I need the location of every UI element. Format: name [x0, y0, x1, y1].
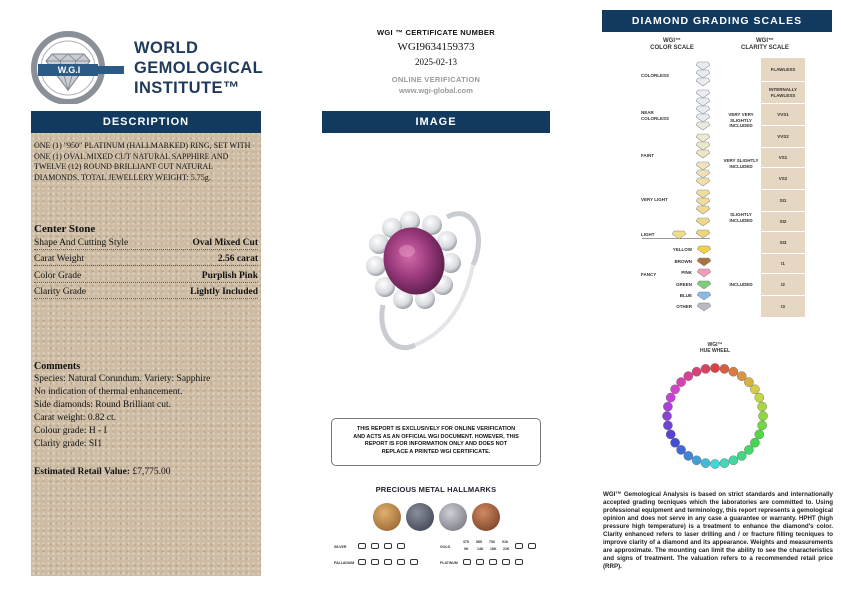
- hallmark-stamp-icon: [358, 543, 366, 549]
- hue-wheel-gem: [701, 364, 710, 373]
- hue-wheel-gem: [744, 445, 753, 454]
- clarity-grade: I3: [761, 296, 805, 318]
- online-verification-link[interactable]: www.wgi-global.com: [399, 86, 473, 95]
- clarity-group-label: VERY VERY SLIGHTLY INCLUDED: [728, 112, 754, 128]
- hue-wheel-gem: [737, 372, 746, 381]
- center-stone-row-color: [34, 268, 258, 283]
- clarity-grade: I1: [761, 254, 805, 274]
- hue-wheel-gem: [677, 378, 686, 387]
- hue-wheel-gem: [750, 438, 759, 447]
- hue-wheel-gem: [710, 363, 719, 372]
- fancy-color-gems: [697, 244, 711, 314]
- hue-wheel-gem: [692, 367, 701, 376]
- row-value: Oval Mixed Cut: [192, 238, 258, 248]
- hallmark-row-label: GOLD: [440, 545, 451, 549]
- color-group-label: FAINT: [641, 153, 654, 158]
- center-stone-row-shape: [34, 235, 258, 250]
- clarity-group-label: SLIGHTLY INCLUDED: [729, 212, 753, 223]
- hallmarks-title: PRECIOUS METAL HALLMARKS: [375, 485, 497, 494]
- fancy-color-label: BROWN: [674, 259, 692, 264]
- color-group-label: COLORLESS: [641, 73, 670, 78]
- comment-line: Species: Natural Corundum. Variety: Sapphire: [34, 374, 211, 384]
- hallmark-stamp-icon: [358, 559, 366, 565]
- fancy-color-label: OTHER: [676, 304, 692, 309]
- online-verification-label: ONLINE VERIFICATION: [391, 75, 481, 84]
- hue-wheel-gem: [677, 445, 686, 454]
- clarity-grade: I2: [761, 274, 805, 296]
- silver-hallmark-icon: [439, 503, 467, 531]
- hue-wheel-gem: [671, 438, 680, 447]
- comment-line: Side diamonds: Round Brilliant cut.: [34, 400, 171, 410]
- fancy-color-label: GREEN: [675, 282, 692, 287]
- wgi-logo: [30, 30, 270, 110]
- clarity-grade: FLAWLESS: [761, 58, 805, 82]
- verification-notice: THIS REPORT IS EXCLUSIVELY FOR ONLINE VERIFICATION AND ACTS AS AN OFFICIAL WGI DOCUMENT. HOWEVER, THIS REPORT IS FOR INFORMATION ONLY AND DOES NOT REPLACE A PRINTED WGI CERTIFICATE.: [331, 418, 541, 466]
- grading-scales-header: DIAMOND GRADING SCALES: [602, 10, 832, 32]
- gold-mark: 375: [463, 540, 469, 544]
- retail-label: Estimated Retail Value:: [34, 467, 131, 477]
- gold-mark: 585: [476, 540, 482, 544]
- clarity-grade: VS2: [761, 168, 805, 190]
- logo-wordmark: [134, 38, 263, 98]
- hallmark-stamp-icon: [502, 559, 510, 565]
- gold-hallmark-icon: [373, 503, 401, 531]
- certificate-number-label: WGI ™ CERTIFICATE NUMBER: [377, 28, 495, 37]
- row-label: Color Grade: [34, 271, 82, 281]
- light-gem-icon: [672, 230, 686, 240]
- hue-wheel-gem: [663, 421, 672, 430]
- logo-line-3: INSTITUTE™: [134, 79, 240, 97]
- hue-wheel-title: WGI™ HUE WHEEL: [700, 342, 730, 354]
- emblem-text: W.G.I: [57, 65, 81, 75]
- color-group-label: NEAR COLORLESS: [641, 110, 670, 121]
- gold-karat: 18K: [490, 547, 497, 551]
- gold-mark: 916: [502, 540, 508, 544]
- center-stone-row-clarity: [34, 284, 258, 299]
- comment-line: Carat weight: 0.82 ct.: [34, 413, 117, 423]
- hallmark-stamp-icon: [384, 543, 392, 549]
- clarity-grade: VS1: [761, 148, 805, 168]
- hue-wheel-gem: [684, 372, 693, 381]
- hallmark-row-label: PLATINUM: [440, 561, 458, 565]
- clarity-group-label: INCLUDED: [729, 282, 753, 287]
- clarity-scale-title: WGI™ CLARITY SCALE: [741, 38, 789, 51]
- hue-wheel-gem: [663, 402, 672, 411]
- hue-wheel-gem: [737, 451, 746, 460]
- hue-wheel-gem: [692, 456, 701, 465]
- center-stone-title: Center Stone: [34, 223, 96, 235]
- hallmark-stamp-icon: [515, 543, 523, 549]
- clarity-grade: VVS2: [761, 126, 805, 148]
- palladium-hallmark-icon: [406, 503, 434, 531]
- hallmark-stamp-icon: [371, 559, 379, 565]
- disclaimer-text: WGI™ Gemological Analysis is based on strict standards and internationally accepted grading tecniques which the laboratories are committed to. Using professional equipment and terminology, this report represents a gemological opinion and does not serve in any case a guarantee or warranty. HPHT (high pressure high temperature) is a treatment to enhance the diamond's color. Clarity enhanced refers to laser drilling and / or fracture filling tecniques to improve clarity of a diamond and its appearance. Weights and measurements are approximate. The mounting can limit the ability to see the characteristics and signs of treatment. The valuation refers to a recommended retail price (RRP).: [603, 491, 833, 570]
- row-label: Shape And Cutting Style: [34, 238, 129, 248]
- description-header: DESCRIPTION: [31, 111, 261, 133]
- color-scale-title: WGI™ COLOR SCALE: [650, 38, 694, 51]
- hue-wheel-gem: [720, 459, 729, 468]
- logo-line-2: GEMOLOGICAL: [134, 59, 264, 77]
- gold-mark: 750: [489, 540, 495, 544]
- fancy-color-label: PINK: [681, 270, 692, 275]
- logo-line-1: WORLD: [134, 39, 199, 57]
- row-label: Clarity Grade: [34, 287, 86, 297]
- color-scale-gems: [696, 60, 710, 240]
- color-group-label: FANCY: [641, 272, 657, 277]
- hallmark-row-label: SILVER: [334, 545, 347, 549]
- hue-wheel-gem: [729, 456, 738, 465]
- fancy-color-label: YELLOW: [672, 247, 692, 252]
- hue-wheel-gem: [666, 430, 675, 439]
- hallmark-stamp-icon: [397, 543, 405, 549]
- hue-wheel-gem: [744, 378, 753, 387]
- hue-wheel-gem: [720, 364, 729, 373]
- hallmark-stamp-icon: [489, 559, 497, 565]
- hue-wheel-gem: [662, 411, 671, 420]
- clarity-grade: SI1: [761, 190, 805, 212]
- clarity-grade: VVS1: [761, 104, 805, 126]
- description-text: ONE (1) "950" PLATINUM (HALLMARKED) RING, SET WITH ONE (1) OVAL MIXED CUT NATURAL SAPPHIRE AND TWELVE (12) ROUND BRILLIANT CUT NATURAL DIAMONDS. TOTAL JEWELLERY WEIGHT: 5.75g.: [34, 141, 251, 182]
- hallmark-stamp-icon: [384, 559, 392, 565]
- platinum-hallmark-icon: [472, 503, 500, 531]
- certificate-number: WGI9634159373: [397, 41, 475, 53]
- clarity-grade: SI3: [761, 232, 805, 254]
- hue-wheel-gem: [758, 411, 767, 420]
- hallmark-stamp-icon: [410, 559, 418, 565]
- hallmark-stamp-icon: [397, 559, 405, 565]
- comments-title: Comments: [34, 361, 81, 372]
- retail-value: £7,775.00: [130, 467, 171, 477]
- row-value: Lightly Included: [190, 287, 258, 297]
- hue-wheel-gem: [729, 367, 738, 376]
- clarity-grade: SI2: [761, 212, 805, 232]
- hallmark-stamp-icon: [515, 559, 523, 565]
- hallmark-stamp-icon: [463, 559, 471, 565]
- gold-karat: 22K: [503, 547, 510, 551]
- hue-wheel-gem: [710, 459, 719, 468]
- estimated-retail-value: [34, 467, 170, 477]
- hallmark-stamp-icon: [371, 543, 379, 549]
- hue-wheel-gem: [671, 385, 680, 394]
- gold-karat: 9K: [464, 547, 469, 551]
- comment-line: Colour grade: H - I: [34, 426, 107, 436]
- description-panel: [31, 111, 261, 576]
- row-label: Carat Weight: [34, 254, 84, 264]
- clarity-grade: INTERNALLY FLAWLESS: [761, 82, 805, 104]
- hallmark-stamp-icon: [476, 559, 484, 565]
- row-value: Purplish Pink: [201, 271, 258, 281]
- hallmark-row-label: PALLADIUM: [334, 561, 355, 565]
- fancy-color-label: BLUE: [679, 293, 692, 298]
- hue-wheel-gem: [755, 393, 764, 402]
- hue-wheel-gem: [701, 459, 710, 468]
- gold-karat: 14K: [477, 547, 484, 551]
- hue-wheel-gem: [666, 393, 675, 402]
- center-stone-row-carat: [34, 251, 258, 266]
- hue-wheel-gem: [758, 402, 767, 411]
- hallmark-stamp-icon: [528, 543, 536, 549]
- comment-line: Clarity grade: SI1: [34, 439, 103, 449]
- hue-wheel-gem: [758, 421, 767, 430]
- image-header: IMAGE: [322, 111, 550, 133]
- row-value: 2.56 carat: [217, 254, 258, 264]
- hue-wheel-gem: [684, 451, 693, 460]
- hue-wheel-gem: [755, 430, 764, 439]
- hue-wheel: [640, 350, 790, 480]
- color-group-label: VERY LIGHT: [641, 197, 668, 202]
- clarity-group-label: VERY SLIGHTLY INCLUDED: [723, 158, 759, 169]
- ring-image: [355, 195, 485, 355]
- hue-wheel-gem: [750, 385, 759, 394]
- certificate-date: 2025-02-13: [415, 57, 457, 67]
- comment-line: No indication of thermal enhancement.: [34, 387, 183, 397]
- color-group-label: LIGHT: [641, 232, 655, 237]
